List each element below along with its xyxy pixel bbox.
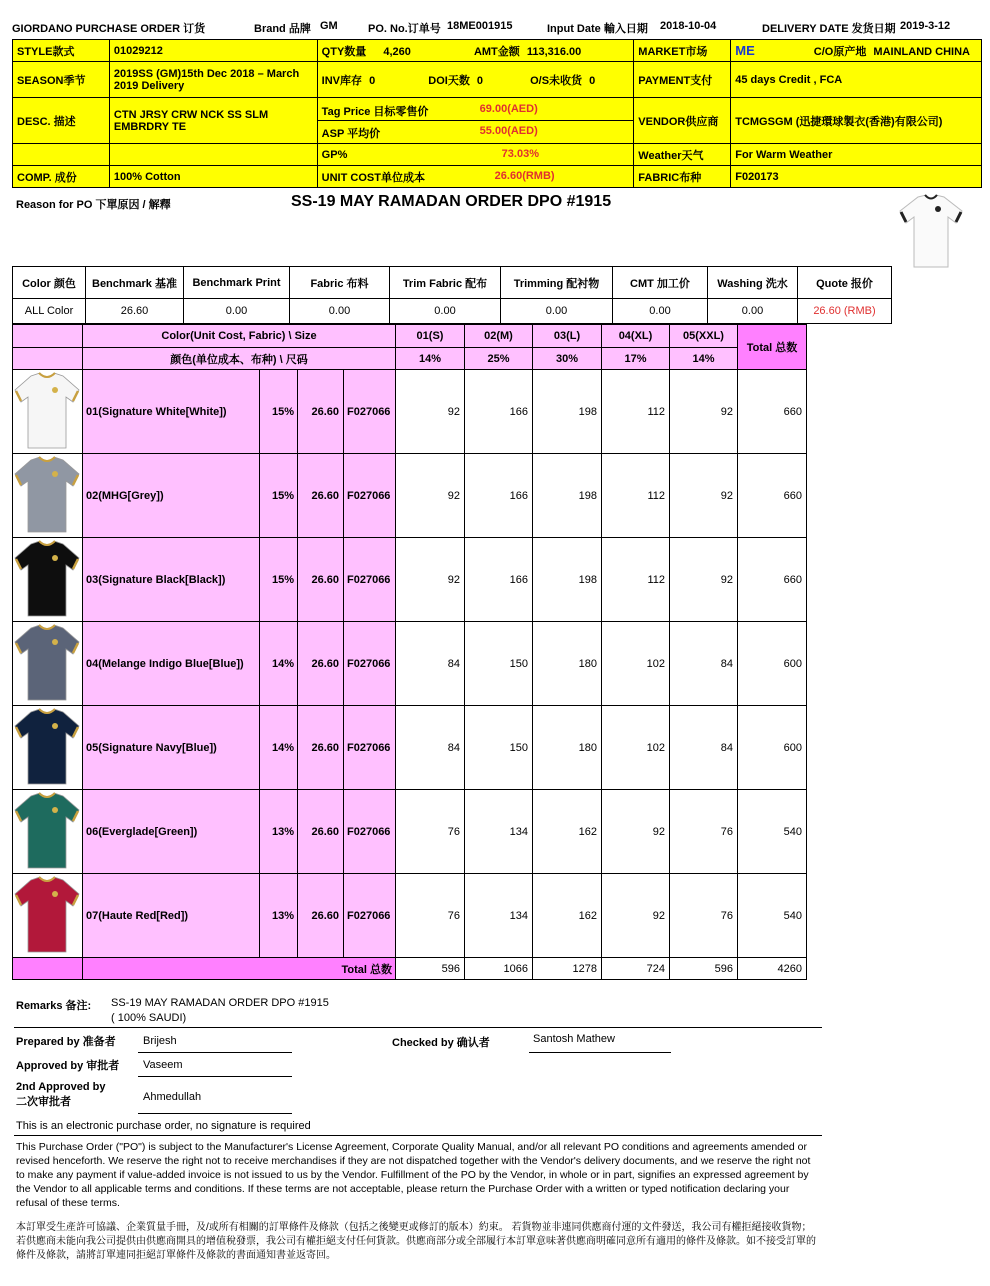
grand-total-m: 1066 (465, 958, 533, 980)
amt-value: 113,316.00 (526, 45, 582, 58)
color-row (13, 622, 807, 706)
unit-cost: 26.60 (298, 622, 344, 706)
input-date: 2018-10-04 (660, 20, 717, 32)
size-qty: 92 (602, 874, 670, 958)
payment-label: PAYMENT支付 (634, 62, 731, 98)
cost-header-3: Fabric 布料 (290, 267, 390, 299)
row-total: 660 (738, 370, 807, 454)
garment-swatch (13, 874, 83, 958)
market-origin-cell (731, 40, 982, 62)
grand-total-xl: 724 (602, 958, 670, 980)
cost-header-8: Quote 报价 (798, 267, 892, 299)
size-qty: 166 (465, 538, 533, 622)
reason-label: Reason for PO 下單原因 / 解釋 (16, 199, 171, 211)
divider (14, 1027, 822, 1028)
cost-header-6: CMT 加工价 (613, 267, 708, 299)
color-name: 06(Everglade[Green]) (83, 790, 260, 874)
row-total: 660 (738, 538, 807, 622)
size-ratio-l: 30% (533, 348, 602, 370)
vendor-label: VENDOR供应商 (634, 98, 731, 144)
size-header-cn: 颜色(单位成本、布种) \ 尺码 (83, 348, 396, 370)
company-label: GIORDANO PURCHASE ORDER 订货 (12, 23, 206, 35)
size-qty: 92 (396, 454, 465, 538)
order-title: SS-19 MAY RAMADAN ORDER DPO #1915 (291, 193, 612, 210)
color-percent: 14% (260, 706, 298, 790)
delivery-date: 2019-3-12 (900, 20, 951, 32)
inv-value: 0 (369, 74, 376, 87)
gp-label: GP% (321, 148, 348, 161)
os-value: 0 (589, 74, 596, 87)
color-percent: 15% (260, 454, 298, 538)
color-name: 03(Signature Black[Black]) (83, 538, 260, 622)
fabric-value: F020173 (731, 166, 982, 188)
qty-amt-cell (317, 40, 634, 62)
prepared-label: Prepared by 准备者 (16, 1036, 116, 1048)
size-qty: 150 (465, 622, 533, 706)
size-qty: 92 (396, 370, 465, 454)
size-qty: 92 (670, 454, 738, 538)
fabric-code: F027066 (344, 706, 396, 790)
size-header-en: Color(Unit Cost, Fabric) \ Size (83, 325, 396, 348)
color-percent: 13% (260, 874, 298, 958)
tag-price-value: 69.00(AED) (479, 102, 538, 115)
remarks-line-2: ( 100% SAUDI) (111, 1012, 187, 1024)
total-header: Total 总数 (738, 325, 807, 370)
row-total: 660 (738, 454, 807, 538)
po-top-line (12, 18, 972, 38)
size-qty: 92 (670, 538, 738, 622)
cost-value-4: 0.00 (390, 299, 501, 324)
color-percent: 13% (260, 790, 298, 874)
brand-value: GM (320, 20, 338, 32)
size-ratio-xl: 17% (602, 348, 670, 370)
terms-chinese: 本訂單受生產許可協議、企業質量手冊，及/或所有相關的訂單條件及條款（包括之後變更或修訂的版本）約束。 若貨物並非連同供應商付運的文件發送，我公司有權拒絕接收貨物；若供應商未能向我公司提供由供應商開具的增值稅發票，我公司有權拒絕支付任何貨款。供應商部分或全部履行本訂單意味著供應商明確同意所有適用的條件及條款。如不接受訂單的條件及條款，請將訂單連同拒絕訂單條件及條款的書面通知書並返寄回。 (16, 1222, 816, 1261)
electronic-note: This is an electronic purchase order, no signature is required (16, 1120, 311, 1132)
unit-cost: 26.60 (298, 790, 344, 874)
garment-swatch (13, 454, 83, 538)
asp-label: ASP 平均价 (321, 127, 381, 140)
cost-header-7: Washing 洗水 (708, 267, 798, 299)
color-row (13, 454, 807, 538)
cost-value-5: 0.00 (501, 299, 613, 324)
size-qty: 166 (465, 370, 533, 454)
size-ratio-m: 25% (465, 348, 533, 370)
size-label-m: 02(M) (465, 325, 533, 348)
size-qty: 76 (670, 790, 738, 874)
inv-label: INV库存 (321, 74, 363, 87)
size-qty: 180 (533, 622, 602, 706)
fabric-code: F027066 (344, 622, 396, 706)
approved-underline (138, 1076, 292, 1077)
po-info-table (12, 39, 982, 188)
fabric-code: F027066 (344, 454, 396, 538)
unit-cost: 26.60 (298, 538, 344, 622)
season-value: 2019SS (GM)15th Dec 2018 – March 2019 Delivery (109, 62, 317, 98)
cost-value-7: 0.00 (708, 299, 798, 324)
cost-value-0: ALL Color (13, 299, 86, 324)
qty-value: 4,260 (383, 45, 411, 58)
cost-header-2: Benchmark Print (184, 267, 290, 299)
os-label: O/S未收货 (530, 74, 583, 87)
color-percent: 15% (260, 538, 298, 622)
grand-total-all: 4260 (738, 958, 807, 980)
weather-value: For Warm Weather (731, 144, 982, 166)
color-row (13, 706, 807, 790)
cost-breakdown-table (12, 266, 892, 324)
price-cell (317, 98, 634, 144)
size-qty: 112 (602, 538, 670, 622)
cost-value-2: 0.00 (184, 299, 290, 324)
cost-header-1: Benchmark 基准 (86, 267, 184, 299)
color-row (13, 538, 807, 622)
gp-value: 73.03% (501, 148, 539, 160)
size-qty: 84 (396, 706, 465, 790)
grand-total-s: 596 (396, 958, 465, 980)
fabric-label: FABRIC布种 (634, 166, 731, 188)
color-name: 07(Haute Red[Red]) (83, 874, 260, 958)
size-label-xxl: 05(XXL) (670, 325, 738, 348)
asp-value: 55.00(AED) (479, 124, 538, 137)
cost-value-1: 26.60 (86, 299, 184, 324)
garment-swatch (13, 538, 83, 622)
grand-total-xxl: 596 (670, 958, 738, 980)
garment-swatch (13, 790, 83, 874)
cost-header-0: Color 颜色 (13, 267, 86, 299)
fabric-code: F027066 (344, 874, 396, 958)
brand-label: Brand 品牌 (254, 23, 311, 35)
garment-swatch (13, 706, 83, 790)
remarks-line-1: SS-19 MAY RAMADAN ORDER DPO #1915 (111, 997, 329, 1009)
row-total: 600 (738, 622, 807, 706)
comp-value: 100% Cotton (109, 166, 317, 188)
size-label-l: 03(L) (533, 325, 602, 348)
delivery-date-label: DELIVERY DATE 发货日期 (762, 23, 896, 35)
comp-label: COMP. 成份 (13, 166, 110, 188)
origin-value: MAINLAND CHINA (873, 45, 970, 58)
tshirt-image (13, 370, 81, 450)
style-value: 01029212 (109, 40, 317, 62)
second-approved-underline (138, 1113, 292, 1114)
size-qty: 112 (602, 454, 670, 538)
size-ratio-s: 14% (396, 348, 465, 370)
size-qty: 84 (670, 622, 738, 706)
input-date-label: Input Date 輸入日期 (547, 23, 648, 35)
row-total: 540 (738, 790, 807, 874)
second-approved-value: Ahmedullah (143, 1091, 202, 1103)
tag-price-label: Tag Price 目标零售价 (321, 105, 429, 118)
cost-value-6: 0.00 (613, 299, 708, 324)
size-breakdown-table (12, 324, 807, 980)
approved-label: Approved by 审批者 (16, 1060, 120, 1072)
color-percent: 15% (260, 370, 298, 454)
color-name: 01(Signature White[White]) (83, 370, 260, 454)
tshirt-image (13, 874, 81, 954)
cost-value-8: 26.60 (RMB) (798, 299, 892, 324)
size-qty: 76 (396, 790, 465, 874)
unit-cost-cell (317, 166, 634, 188)
season-label: SEASON季节 (13, 62, 110, 98)
po-number: 18ME001915 (447, 20, 513, 32)
size-qty: 112 (602, 370, 670, 454)
unit-cost-label: UNIT COST单位成本 (321, 171, 425, 184)
amt-label: AMT金额 (473, 45, 520, 58)
garment-swatch (13, 622, 83, 706)
size-label-s: 01(S) (396, 325, 465, 348)
size-qty: 150 (465, 706, 533, 790)
inventory-cell (317, 62, 634, 98)
size-qty: 102 (602, 706, 670, 790)
cost-header-5: Trimming 配衬物 (501, 267, 613, 299)
garment-swatch (13, 370, 83, 454)
size-qty: 92 (396, 538, 465, 622)
size-ratio-xxl: 14% (670, 348, 738, 370)
tshirt-image (13, 538, 81, 618)
fabric-code: F027066 (344, 790, 396, 874)
terms-english: This Purchase Order ("PO") is subject to the Manufacturer's License Agreement, Corporate Quality Manual, and/or all relevant PO conditions and agreements amended or revised henceforth. We reserve the right not to receive merchandises if they are not dispatched together with the Vendor's delivery documents, and we reserve the right not to make any payment if value-added invoice is not issued to us by the Vendor. Fulfillment of the PO by the Vendor, in whole or in part, signifies an expressed agreement by the Vendor to all applicable terms and conditions. If these terms are not acceptable, please return the Purchase Order with a written or typed notification declaring your refusal of these terms. (16, 1141, 811, 1209)
size-qty: 76 (396, 874, 465, 958)
origin-label: C/O原产地 (813, 45, 867, 58)
remarks-label: Remarks 备注: (16, 1000, 92, 1012)
size-qty: 162 (533, 874, 602, 958)
size-qty: 198 (533, 454, 602, 538)
fabric-code: F027066 (344, 538, 396, 622)
second-approved-label-en: 2nd Approved by (16, 1081, 106, 1093)
market-label: MARKET市场 (634, 40, 731, 62)
gp-cell (317, 144, 634, 166)
size-qty: 162 (533, 790, 602, 874)
checked-label: Checked by 确认者 (392, 1037, 490, 1049)
divider (14, 1135, 822, 1136)
size-qty: 102 (602, 622, 670, 706)
prepared-underline (138, 1052, 292, 1053)
payment-value: 45 days Credit , FCA (731, 62, 982, 98)
weather-label: Weather天气 (634, 144, 731, 166)
second-approved-label-cn: 二次审批者 (16, 1096, 71, 1108)
vendor-value: TCMGSGM (迅捷環球製衣(香港)有限公司) (731, 98, 982, 144)
desc-label: DESC. 描述 (13, 98, 110, 144)
size-qty: 134 (465, 874, 533, 958)
size-qty: 166 (465, 454, 533, 538)
color-row (13, 874, 807, 958)
tshirt-image (13, 454, 81, 534)
size-qty: 198 (533, 370, 602, 454)
approved-value: Vaseem (143, 1059, 183, 1071)
qty-label: QTY数量 (321, 45, 367, 58)
unit-cost: 26.60 (298, 874, 344, 958)
size-qty: 134 (465, 790, 533, 874)
color-name: 04(Melange Indigo Blue[Blue]) (83, 622, 260, 706)
unit-cost-value: 26.60(RMB) (494, 170, 555, 182)
color-name: 02(MHG[Grey]) (83, 454, 260, 538)
checked-underline (529, 1052, 671, 1053)
grand-total-l: 1278 (533, 958, 602, 980)
fabric-code: F027066 (344, 370, 396, 454)
desc-value: CTN JRSY CRW NCK SS SLM EMBRDRY TE (109, 98, 317, 144)
checked-value: Santosh Mathew (533, 1033, 615, 1045)
unit-cost: 26.60 (298, 370, 344, 454)
size-label-xl: 04(XL) (602, 325, 670, 348)
size-qty: 76 (670, 874, 738, 958)
color-name: 05(Signature Navy[Blue]) (83, 706, 260, 790)
color-percent: 14% (260, 622, 298, 706)
doi-value: 0 (476, 74, 484, 87)
tshirt-image (13, 706, 81, 786)
market-value: ME (735, 42, 755, 58)
size-qty: 84 (670, 706, 738, 790)
size-qty: 84 (396, 622, 465, 706)
row-total: 600 (738, 706, 807, 790)
product-thumbnail (898, 193, 964, 269)
po-label: PO. No.订单号 (368, 23, 441, 35)
row-total: 540 (738, 874, 807, 958)
cost-value-3: 0.00 (290, 299, 390, 324)
color-row (13, 790, 807, 874)
style-label: STYLE款式 (13, 40, 110, 62)
size-qty: 180 (533, 706, 602, 790)
prepared-value: Brijesh (143, 1035, 177, 1047)
tshirt-image (13, 622, 81, 702)
color-row (13, 370, 807, 454)
grand-total-label: Total 总数 (83, 958, 396, 980)
tshirt-image (13, 790, 81, 870)
size-qty: 198 (533, 538, 602, 622)
size-qty: 92 (602, 790, 670, 874)
unit-cost: 26.60 (298, 454, 344, 538)
size-qty: 92 (670, 370, 738, 454)
cost-header-4: Trim Fabric 配布 (390, 267, 501, 299)
unit-cost: 26.60 (298, 706, 344, 790)
doi-label: DOI天数 (428, 74, 470, 87)
